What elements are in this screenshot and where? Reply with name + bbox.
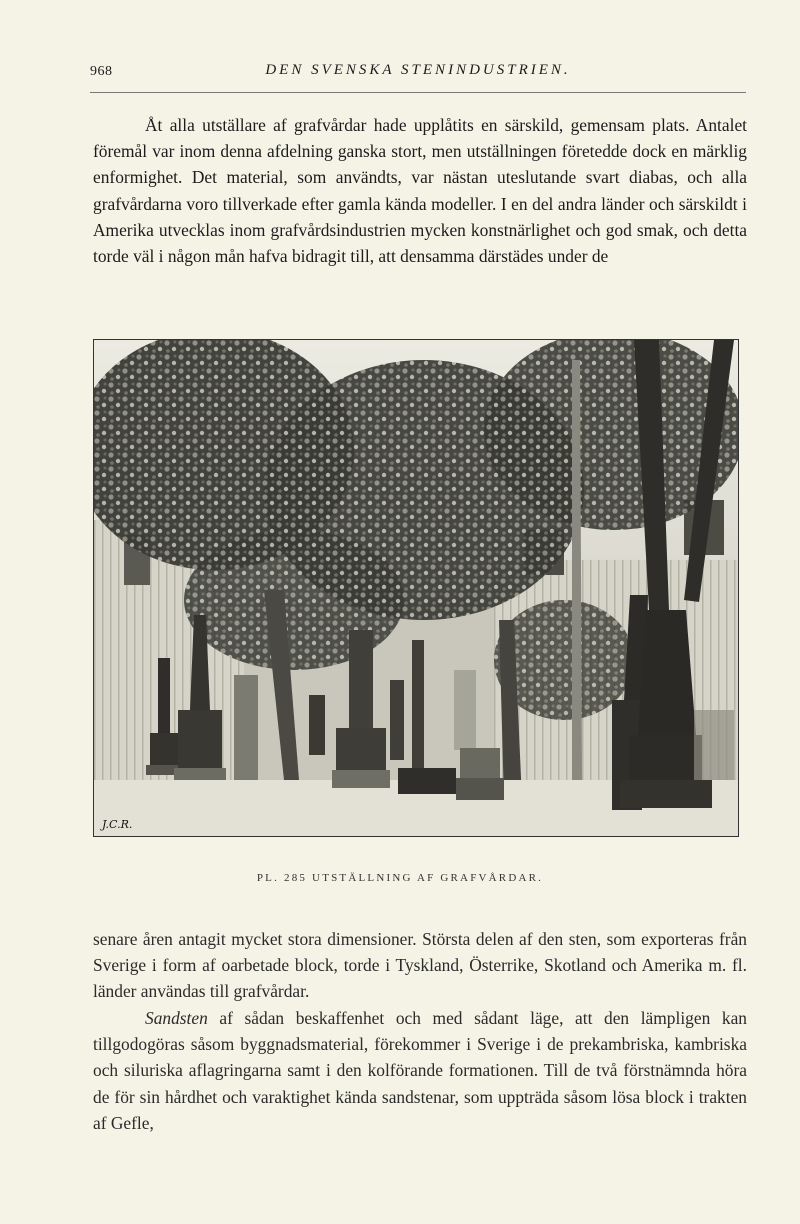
paragraph-3-text: af sådan beskaffenhet och med sådant läge, att den lämpligen kan tillgodogöras såsom byggnadsmaterial, förekommer i Sverige i de prekambriska, kambriska och siluriska aflagringarna samt i den kolförande formationen. Till de två förstnämnda höra de för sin hårdhet och varaktighet kända sandstenar, som uppträda såsom lösa block i trakten af Gefle, [93,1008,747,1133]
photographer-signature: J.C.R. [102,818,133,831]
running-title: DEN SVENSKA STENINDUSTRIEN. [265,62,571,78]
body-paragraph-1: Åt alla utställare af grafvårdar hade upplåtits en särskild, gemensam plats. Antalet föremål var inom denna afdelning ganska stort, men utställningen företedde dock en märklig enformighet. Det material, som användts, var nästan uteslutande svart diabas, och alla grafvårdarna voro tillverkade efter gamla kända modeller. I en del andra länder och särskildt i Amerika utvecklas inom grafvårdsindustrien mycken konstnärlighet och god smak, och detta torde väl i någon mån hafva bidragit till, att densamma därstädes under de [93,115,747,267]
header-rule [90,92,746,93]
page-header [90,62,746,86]
plate-photograph [93,339,739,837]
body-paragraph-3 [93,1005,747,1136]
page-number: 968 [90,64,113,79]
body-paragraph-2: senare åren antagit mycket stora dimensioner. Största delen af den sten, som exporteras från Sverige i form af oarbetade block, torde i Tyskland, Österrike, Skotland och Amerika m. fl. länder användas till grafvårdar. [93,929,747,1002]
paragraph-term-sandsten: Sandsten [145,1008,208,1028]
plate-caption: PL. 285 UTSTÄLLNING AF GRAFVÅRDAR. [256,872,544,884]
